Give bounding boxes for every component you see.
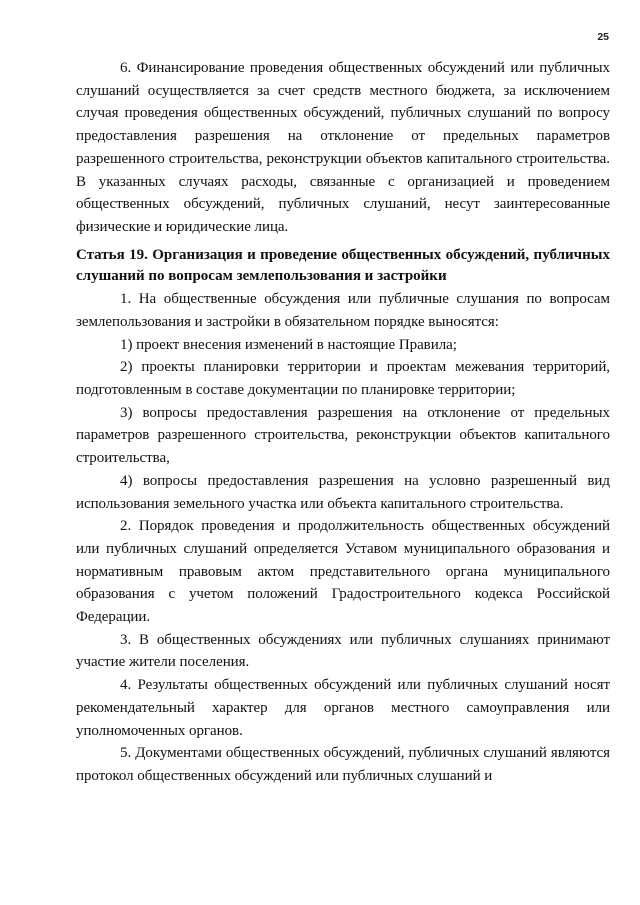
paragraph-1: 1. На общественные обсуждения или публичные слушания по вопросам землепользования и застройки в обязательном порядке выносятся: <box>76 291 610 330</box>
list-item-2: 2) проекты планировки территории и проектам межевания территорий, подготовленным в составе документации по планировке территории; <box>76 359 610 399</box>
list-item-1: 1) проект внесения изменений в настоящие Правила; <box>120 336 457 353</box>
paragraph-3: 3. В общественных обсуждениях или публичных слушаниях принимают участие жители поселения. <box>76 631 610 671</box>
paragraph-4: 4. Результаты общественных обсуждений или публичных слушаний носят рекомендательный характер для органов местного самоуправления или уполномоченных органов. <box>76 677 610 739</box>
paragraph-2: 2. Порядок проведения и продолжительность общественных обсуждений или публичных слушаний определяется Уставом муниципального образования и нормативным правовым актом представительного органа муниципального образования с учетом положений Градостроительного кодекса Российской Федерации. <box>76 518 610 626</box>
paragraph-6-financing: 6. Финансирование проведения общественных обсуждений или публичных слушаний осуществляется за счет средств местного бюджета, за исключением случая проведения общественных обсуждений, публичных слушаний по вопросу предоставления разрешения на отклонение от предельных параметров разрешенного строительства, реконструкции объектов капитального строительства. В указанных случаях расходы, связанные с организацией и проведением общественных обсуждений, публичных слушаний, несут заинтересованные физические и юридические лица. <box>76 60 610 235</box>
article-heading: Статья 19. Организация и проведение общественных обсуждений, публичных слушаний по вопросам землепользования и застройки <box>76 246 610 285</box>
document-body <box>76 57 610 788</box>
list-item-4: 4) вопросы предоставления разрешения на условно разрешенный вид использования земельного участка или объекта капитального строительства. <box>76 472 610 512</box>
page-number: 25 <box>597 31 609 43</box>
list-item-3: 3) вопросы предоставления разрешения на отклонение от предельных параметров разрешенного строительства, реконструкции объектов капитального строительства, <box>76 404 610 467</box>
paragraph-5: 5. Документами общественных обсуждений, публичных слушаний являются протокол общественных обсуждений или публичных слушаний и <box>76 745 610 784</box>
